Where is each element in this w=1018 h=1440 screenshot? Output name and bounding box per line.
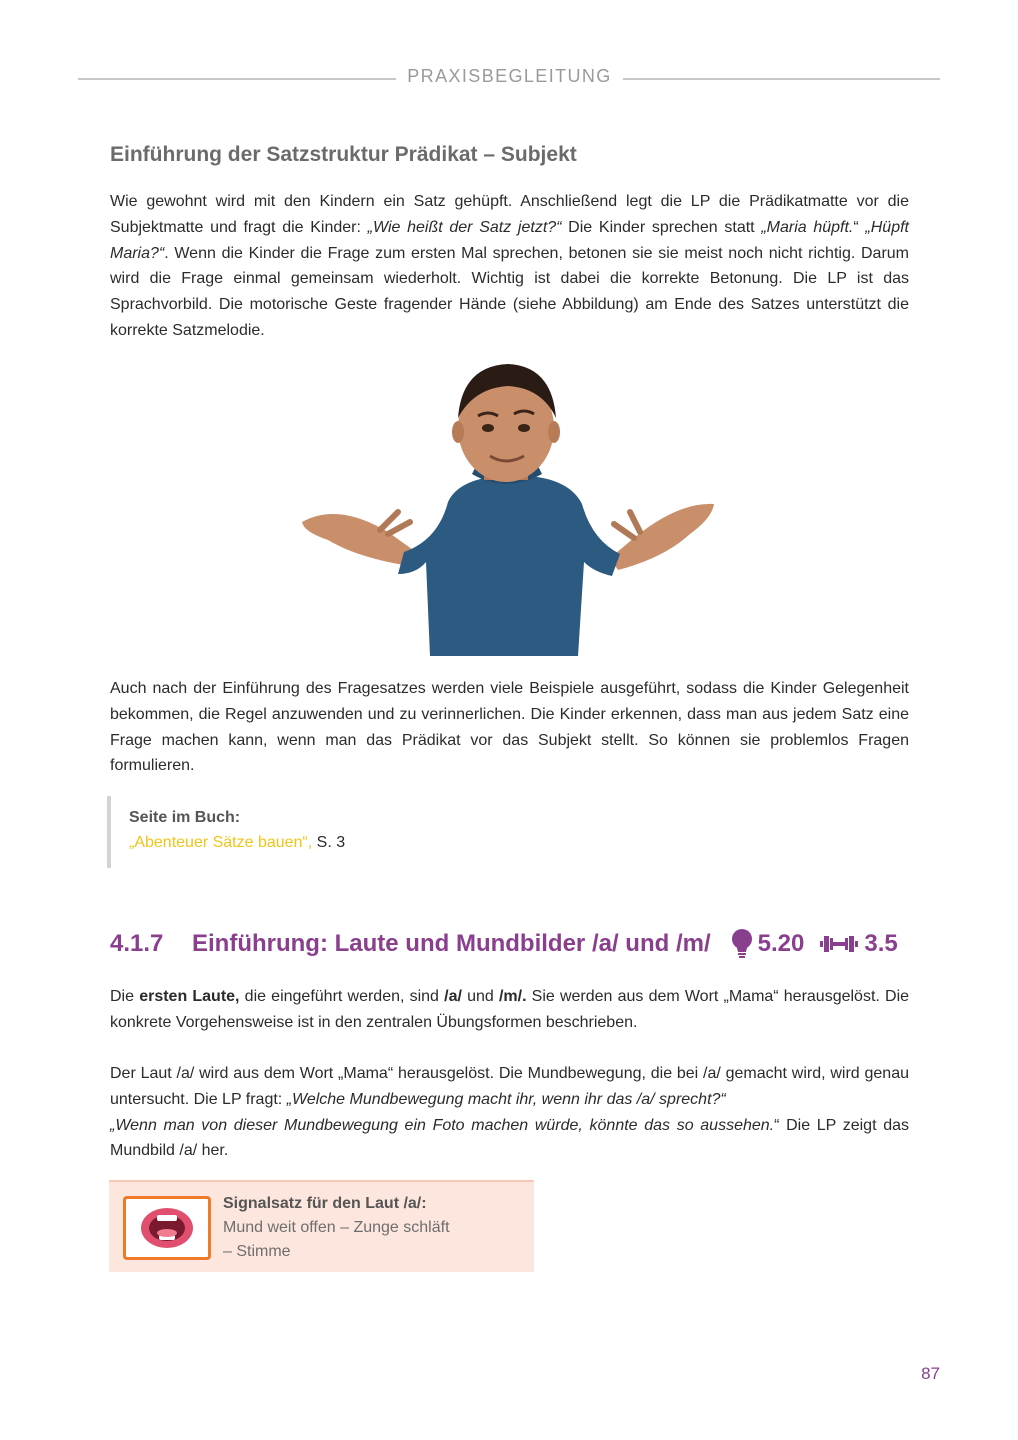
- text-run: Sie werden aus dem Wort „Mama“ herausgelöst. Die konkrete Vorgehensweise ist in den zentralen Übungsformen beschrieben.: [110, 988, 910, 1031]
- dumbbell-value: 3.5: [864, 930, 898, 957]
- text-run: . Wenn die Kinder die Frage zum ersten Mal sprechen, betonen sie sie meist noch nicht richtig. Darum wird die Frage einmal gemeinsam wiederholt. Wichtig ist dabei die korrekte Betonung. Die LP ist das Sprachvorbild. Die motorische Geste fragender Hände (siehe Abbildung) am Ende des Satzes unterstützt die korrekte Satzmelodie.: [110, 244, 909, 339]
- header-rule-right: [623, 78, 940, 80]
- signal-title: Signalsatz für den Laut /a/:: [223, 1195, 427, 1212]
- text-run: Die: [110, 988, 140, 1005]
- italic-quote: „Wenn man von dieser Mundbewegung ein Foto machen würde, könnte das so aussehen.: [110, 1116, 775, 1134]
- section-heading: Einführung der Satzstruktur Prädikat – Subjekt: [110, 143, 577, 166]
- text-run: Der Laut /a/ wird aus dem Wort „Mama“ herausgelöst. Die Mundbewegung, die bei /a/ gemacht wird, wird genau untersucht. Die LP fragt:: [110, 1065, 909, 1108]
- bold-term: /a/: [444, 988, 462, 1005]
- section-header: [110, 924, 910, 964]
- italic-quote: „Welche Mundbewegung macht ihr, wenn ihr das /a/ sprecht?“: [286, 1090, 726, 1108]
- open-mouth-icon: [123, 1196, 211, 1260]
- text-run: “: [853, 218, 866, 236]
- section-number: 4.1.7: [110, 930, 164, 957]
- text-run: und: [461, 988, 499, 1005]
- italic-quote: „Wie heißt der Satz jetzt?“: [367, 218, 562, 236]
- italic-quote: „Maria hüpft.: [761, 218, 854, 236]
- lightbulb-icon: [731, 928, 753, 960]
- text-run: die eingeführt werden, sind: [239, 988, 445, 1005]
- book-reference: [107, 796, 507, 868]
- running-head: [78, 64, 940, 92]
- section-title: Einführung: Laute und Mundbilder /a/ und /m/: [192, 930, 711, 957]
- text-run: “ Die LP zeigt das Mundbild /a/ her.: [110, 1116, 909, 1160]
- signal-line-1: Mund weit offen – Zunge schläft: [223, 1219, 450, 1236]
- boy-shrugging-photo: [298, 362, 718, 656]
- bold-term: ersten Laute,: [139, 988, 240, 1005]
- bold-term: /m/.: [498, 988, 527, 1005]
- signal-sentence-box: [109, 1180, 534, 1272]
- paragraph-question-practice: [110, 676, 909, 779]
- running-head-label: PRAXISBEGLEITUNG: [407, 66, 612, 86]
- text-run: Auch nach der Einführung des Fragesatzes werden viele Beispiele ausgeführt, sodass die Kinder Gelegenheit bekommen, die Regel anzuwenden und zu verinnerlichen. Die Kinder erkennen, dass man aus jedem Satz eine Frage machen kann, wenn man das Prädikat vor das Subjekt stellt. So können sie problemlos Fragen formulieren.: [110, 680, 909, 775]
- paragraph-intro: [110, 189, 909, 344]
- page-number: 87: [921, 1364, 940, 1383]
- paragraph-first-sounds: [110, 984, 909, 1036]
- header-rule-left: [78, 78, 396, 80]
- signal-line-2: – Stimme: [223, 1243, 291, 1260]
- dumbbell-icon: [820, 935, 858, 953]
- book-reference-title: Seite im Buch:: [129, 809, 241, 826]
- lightbulb-value: 5.20: [757, 930, 805, 957]
- text-run: Wie gewohnt wird mit den Kindern ein Satz gehüpft. Anschließend legt die LP die Prädikatmatte vor die Subjektmatte und fragt die Kinder:: [110, 193, 909, 236]
- text-run: Die Kinder sprechen statt: [561, 218, 762, 236]
- book-reference-page: S. 3: [312, 834, 346, 851]
- italic-quote: „Hüpft Maria?“: [110, 218, 909, 262]
- book-reference-link[interactable]: „Abenteuer Sätze bauen“,: [129, 834, 313, 851]
- paragraph-mouth-movement: [110, 1061, 909, 1164]
